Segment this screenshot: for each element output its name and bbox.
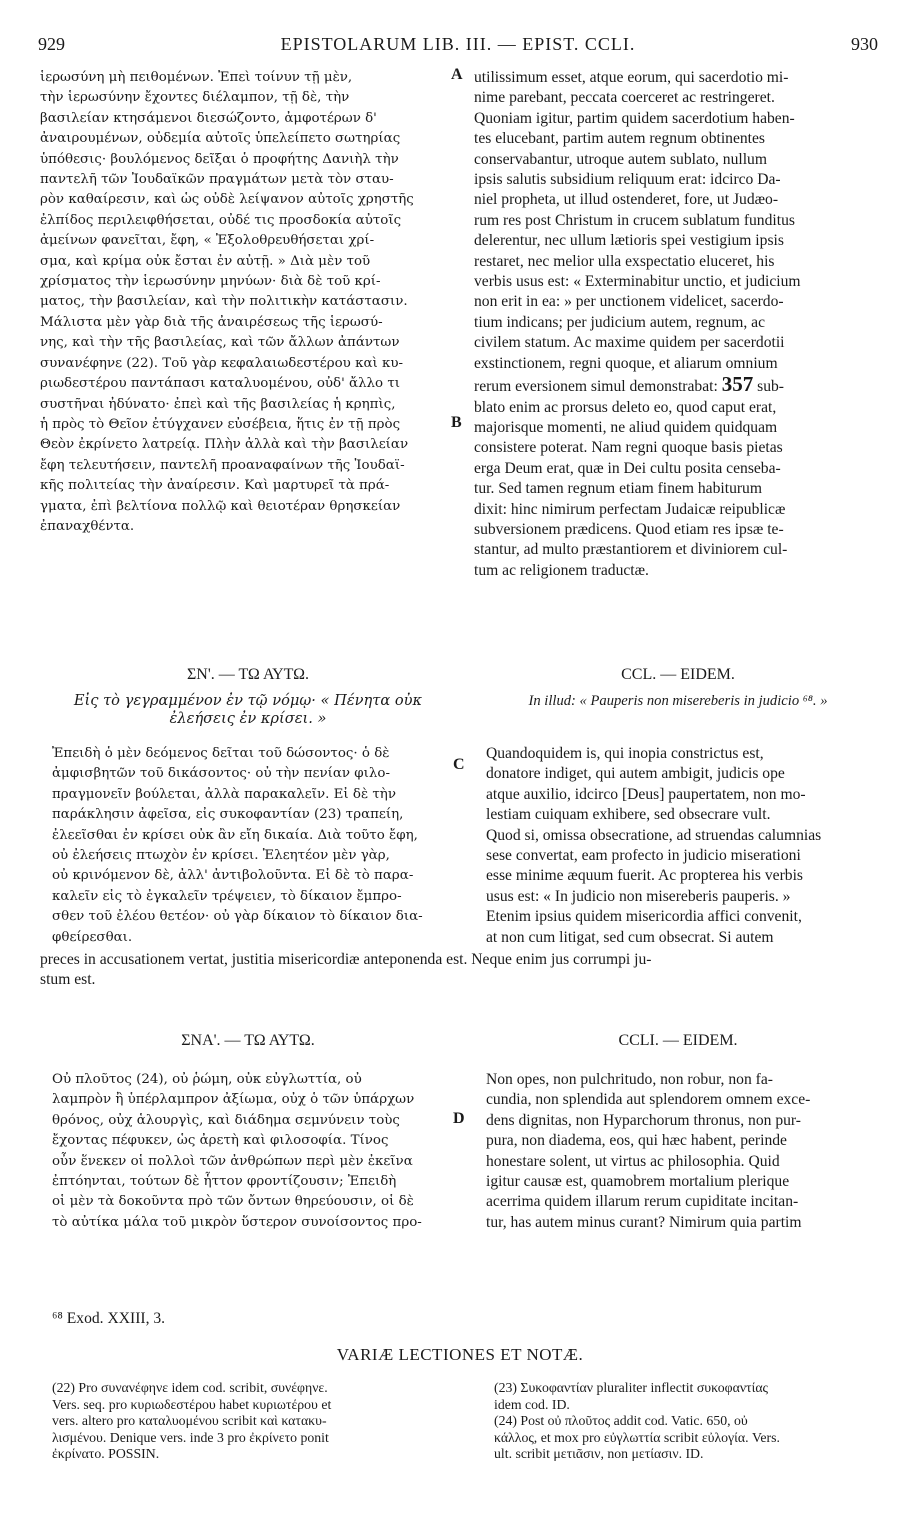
greek-text-line: ἔχοντας πέφυκεν, ὡς ἀρετὴ καὶ φιλοσοφία. Τίνος — [52, 1133, 389, 1149]
greek-text-line: ἱερωσύνη μὴ πειθομένων. Ἐπεὶ τοίνυν τῇ μὲν, — [40, 70, 353, 85]
margin-letter-a: A — [451, 66, 463, 83]
latin-text-line: consistere poterat. Nam regni quoque basis pietas — [474, 439, 783, 457]
greek-text-line: παράκλησιν ἀφεῖσα, εἰς συκοφαντίαν (23) τραπείη, — [52, 807, 404, 823]
greek-text-line: ἐλπίδος περιλειφθήσεται, οὐδέ τις προσδοκία αὐτοῖς — [40, 212, 402, 228]
latin-text-line: ipsis salutis subsidium reliquum erat: idcirco Da- — [474, 171, 781, 189]
margin-letter-c: C — [453, 756, 465, 773]
latin-text-fragment: sub- — [757, 378, 784, 396]
latin-text-line: tes elucebant, partim autem regnum obtinentes — [474, 130, 765, 148]
greek-text-line: οἱ μὲν τὰ δοκοῦντα πρὸ τῶν ὄντων θηρεύουσιν, οἱ δὲ — [52, 1194, 414, 1210]
latin-text-line: Quoniam igitur, partim quidem sacerdotium haben- — [474, 109, 795, 127]
greek-text-line: συστῆναι ἠδύνατο· ἐπεὶ καὶ τῆς βασιλείας ἡ κρηπὶς, — [40, 396, 396, 412]
greek-text-line: ὑπόθεσις· βουλόμενος δεῖξαι ὁ προφήτης Δανιὴλ τὴν — [40, 151, 399, 167]
latin-text-line: tium indicans; per judicium autem, regnum, ac — [474, 313, 766, 331]
greek-text-line: Οὐ πλοῦτος (24), οὐ ῥώμη, οὐκ εὐγλωττία, οὐ — [52, 1072, 362, 1087]
greek-text-line: ἀμφισβητῶν τοῦ δικάσοντος· οὐ τὴν πενίαν φιλο- — [52, 766, 390, 782]
note-line: λισμένου. Denique vers. inde 3 pro ἐκρίνετο ponit — [52, 1429, 329, 1445]
latin-text-line: sese convertat, eam profecto in judicio miserationi — [486, 847, 801, 865]
page-number-right: 930 — [851, 34, 878, 54]
greek-text-line: οὐ ἐλεήσεις πτωχὸν ἐν κρίσει. Ἐλεητέον μὲν γὰρ, — [52, 848, 390, 864]
latin-column-1 — [474, 68, 882, 581]
greek-text-line: ἐλεεῖσθαι ἐν κρίσει οὐκ ἂν εἴη δικαία. Διὰ τοῦτο ἔφη, — [52, 827, 418, 843]
latin-text-line: acerrima quidem illarum rerum cupiditate incitan- — [486, 1193, 799, 1211]
notes-left-column — [52, 1380, 462, 1463]
note-line: κάλλος, et mox pro εὐγλωττία scribit εὐλογία. Vers. — [494, 1429, 780, 1445]
note-line: ult. scribit μετιᾶσιν, non μετίασιν. ID. — [494, 1446, 704, 1462]
greek-text-line: χρίσματος τὴν ἱερωσύνην μηνύων· διὰ δὲ τοῦ κρί- — [40, 274, 381, 290]
latin-heading-251: CCLI. — EIDEM. — [618, 1032, 738, 1049]
note-line: vers. altero pro καταλυομένου scribit καὶ κατακυ- — [52, 1413, 327, 1429]
note-line: Vers. seq. pro κυριωδεστέρου habet κυριωτέρου et — [52, 1396, 332, 1412]
greek-text-line: σμα, καὶ κρίμα οὐκ ἔσται ἐν αὐτῇ. » Διὰ μὲν τοῦ — [40, 253, 371, 269]
latin-text-line: cundia, non splendida aut splendorem omnem exce- — [486, 1091, 811, 1109]
greek-heading-251: ΣΝΑ'. — ΤΩ ΑΥΤΩ. — [181, 1032, 315, 1049]
greek-column-1 — [40, 68, 456, 537]
latin-text-line: lestiam cuiquam exhibere, sed obsecrare vult. — [486, 806, 771, 824]
latin-text-line: Quandoquidem is, qui inopia constrictus est, — [486, 745, 764, 762]
greek-text-line: θρόνος, οὐχ ἁλουργὶς, καὶ διάδημα σεμνύνειν τοὺς — [52, 1112, 400, 1128]
latin-text-line: non erit in ea: » per unctionem videlicet, sacerdo- — [474, 293, 784, 311]
latin-subheading-250: In illud: « Pauperis non misereberis in judicio ⁶⁸. » — [528, 693, 828, 709]
latin-text-line: Quod si, omissa obsecratione, ad struendas calumnias — [486, 826, 822, 844]
greek-text-line: γματα, ἐπὶ βελτίονα πολλῷ καὶ θειοτέραν θρησκείαν — [40, 498, 401, 514]
greek-text-line: Μάλιστα μὲν γὰρ διὰ τῆς ἀναιρέσεως τῆς ἱερωσύ- — [40, 314, 383, 330]
greek-subheading-250: Εἰς τὸ γεγραμμένον ἐν τῷ νόμῳ· « Πένητα οὐκ ἐλεήσεις ἐν κρίσει. » — [73, 692, 423, 727]
greek-text-line: σθεν τοῦ ἐλέου θετέον· οὐ γὰρ δίκαιον τὸ δίκαιον δια- — [52, 909, 423, 925]
footnote-68: ⁶⁸ Exod. XXIII, 3. — [52, 1310, 166, 1327]
latin-text-line-with-column-number — [474, 374, 882, 397]
note-line: (22) Pro συνανέφηνε idem cod. scribit, συνέφηνε. — [52, 1380, 328, 1395]
latin-text-line: niel propheta, ut illud ostenderet, fore, ut Judæo- — [474, 191, 779, 209]
latin-text-line: exstinctionem, regni quoque, et aliarum omnium — [474, 354, 778, 372]
latin-heading-250: CCL. — EIDEM. — [621, 666, 735, 683]
greek-text-line: Θεὸν ἐκρίνετο λατρείᾳ. Πλὴν ἀλλὰ καὶ τὴν βασιλείαν — [40, 437, 409, 453]
latin-text-line: igitur causæ est, quamobrem mortalium plerique — [486, 1173, 790, 1191]
greek-heading-250: ΣΝ'. — ΤΩ ΑΥΤΩ. — [186, 666, 309, 683]
latin-text-line: subversionem prædicens. Quod etiam res ipsæ te- — [474, 520, 784, 538]
latin-text-line: verbis usus est: « Exterminabitur unctio, et judicium — [474, 273, 801, 291]
greek-text-line: φθείρεσθαι. — [52, 929, 133, 945]
greek-text-line: τὸ αὐτίκα μάλα τοῦ μικρὸν ὕστερον συνοίσοντος προ- — [52, 1214, 422, 1230]
latin-text-line: restaret, nec melior ulla exspectatio eluceret, his — [474, 252, 775, 270]
greek-text-line: ἀμείνων φανεῖται, ἔφη, « Ἐξολοθρευθήσεται χρί- — [40, 233, 375, 249]
latin-text-line: atque auxilio, idcirco [Deus] paupertatem, non mo- — [486, 785, 806, 803]
latin-text-fragment: rerum eversionem simul demonstrabat: — [474, 378, 718, 396]
greek-text-line: ἡ πρὸς τὸ Θεῖον ἐτύγχανεν εὐσέβεια, ἥτις ἐν τῇ πρὸς — [40, 416, 401, 432]
latin-text-line: Etenim ipsius quidem misericordia affici convenit, — [486, 908, 802, 926]
greek-text-line: οὖν ἕνεκεν οἱ πολλοὶ τῶν ἀνθρώπων περὶ μὲν ἐκεῖνα — [52, 1153, 413, 1169]
greek-text-line: πραγμονεῖν βούλεται, ἀλλὰ παρακαλεῖν. Εἰ δὲ τὴν — [52, 786, 396, 802]
latin-text-line: Non opes, non pulchritudo, non robur, non fa- — [486, 1071, 773, 1088]
latin-text-line: tur, has autem minus curant? Nimirum quia partim — [486, 1213, 802, 1231]
latin-text-line: majorisque momenti, ne aliud quidem quidquam — [474, 418, 778, 436]
running-title: EPISTOLARUM LIB. III. — EPIST. CCLI. — [280, 34, 636, 54]
note-line: (23) Συκοφαντίαν pluraliter inflectit συκοφαντίας — [494, 1380, 769, 1395]
greek-text-line: ριωδεστέρου παντάπασι καταλυομένου, οὐδ' ἄλλο τι — [40, 376, 401, 392]
note-line: ἐκρίνατο. POSSIN. — [52, 1446, 160, 1462]
greek-text-line: ἀναιρουμένων, οὐδεμία αὐτοῖς ὑπελείπετο σωτηρίας — [40, 131, 401, 147]
running-header — [38, 34, 878, 58]
greek-text-line: κῆς πολιτείας τὴν ἀναίρεσιν. Καὶ μαρτυρεῖ τὰ πρά- — [40, 478, 390, 494]
latin-text-line: civilem statum. Ac maxime quidem per sacerdotii — [474, 334, 785, 352]
latin-text-line: pura, non diadema, eos, qui hæc habent, perinde — [486, 1132, 787, 1150]
latin-full-width — [40, 950, 882, 991]
latin-text-line: blato enim ac prorsus deleto eo, quod caput erat, — [474, 398, 777, 416]
latin-text-line: usus est: « In judicio non misereberis pauperis. » — [486, 887, 791, 905]
latin-text-line: conservabantur, utroque autem sublato, nullum — [474, 150, 767, 168]
latin-text-line: donatore indiget, qui autem ambigit, judicis ope — [486, 765, 785, 783]
latin-text-line: esse minime æquum fuerit. Ac propterea his verbis — [486, 867, 803, 885]
latin-text-line: honestare solent, ut virtus ac philosophia. Quid — [486, 1152, 780, 1170]
latin-text-line: utilissimum esset, atque eorum, qui sacerdotio mi- — [474, 69, 789, 86]
latin-text-line: preces in accusationem vertat, justitia misericordiæ anteponenda est. Neque enim jus corrumpi ju- — [40, 951, 652, 968]
greek-text-line: ρὸν καθαίρεσιν, καὶ ὡς οὐδὲ λείψανον αὐτοῖς χρηστῆς — [40, 192, 414, 208]
greek-text-line: συνανέφηνε (22). Τοῦ γὰρ κεφαλαιωδεστέρου καὶ κυ- — [40, 355, 404, 371]
latin-text-line: rum res post Christum in crucem sublatum funditus — [474, 211, 795, 229]
greek-text-line: ἐπτόηνται, τούτων δὲ ἧττον φροντίζουσιν; Ἐπειδὴ — [52, 1174, 397, 1190]
latin-text-line: at non cum litigat, sed cum obsecrat. Si autem — [486, 928, 774, 946]
page-number-left: 929 — [38, 34, 65, 54]
latin-text-line: nime parebant, peccata coerceret ac restringeret. — [474, 89, 775, 107]
latin-text-line: stantur, ad multo præstantiorem et diviniorem cul- — [474, 541, 788, 559]
greek-text-line: καλεῖν εἰς τὸ ἐγκαλεῖν τρέψειεν, τὸ δίκαιον ἔμπρο- — [52, 888, 402, 904]
latin-text-line: delerentur, nec ullum lætioris spei vestigium ipsis — [474, 232, 784, 250]
latin-text-line: dixit: hinc nimirum perfectam Judaicæ reipublicæ — [474, 500, 786, 518]
greek-column-2 — [52, 744, 456, 948]
note-line: idem cod. ID. — [494, 1396, 570, 1412]
variae-lectiones-heading: VARIÆ LECTIONES ET NOTÆ. — [336, 1345, 584, 1364]
margin-letter-d: D — [453, 1110, 465, 1127]
notes-right-column — [494, 1380, 894, 1463]
greek-text-line: τὴν ἱερωσύνην ἔχοντες διέλαμπον, τῇ δὲ, τὴν — [40, 90, 350, 106]
greek-text-line: βασιλείαν κτησάμενοι διεσώζοντο, ἀμφοτέρων δ' — [40, 110, 377, 126]
greek-text-line: λαμπρὸν ἢ ὑπέρλαμπρον ἀξίωμα, οὐχ ὁ τῶν ὑπάρχων — [52, 1092, 415, 1108]
margin-letter-b: B — [451, 414, 462, 431]
greek-text-line: ἐπαναχθέντα. — [40, 518, 135, 534]
greek-column-3 — [52, 1070, 456, 1233]
greek-text-line: Ἐπειδὴ ὁ μὲν δεόμενος δεῖται τοῦ δώσοντος· ὁ δὲ — [52, 746, 390, 761]
greek-text-line: οὐ κρινόμενον δὲ, ἀλλ' ἀντιβολοῦντα. Εἰ δὲ τὸ παρα- — [52, 868, 414, 884]
latin-text-line: dens dignitas, non Hyparchorum thronus, non pur- — [486, 1111, 801, 1129]
column-number: 357 — [721, 372, 754, 397]
latin-text-line: tum ac religionem traductæ. — [474, 561, 649, 579]
latin-column-3 — [486, 1070, 882, 1233]
latin-text-line: stum est. — [40, 971, 96, 989]
latin-text-line: tur. Sed tamen regnum etiam finem habiturum — [474, 480, 762, 498]
greek-text-line: παντελῆ τῶν Ἰουδαϊκῶν πραγμάτων μετὰ τὸν σταυ- — [40, 172, 394, 188]
greek-text-line: ἔφη τελευτήσειν, παντελῆ προαναφαίνων τῆς Ἰουδαϊ- — [40, 457, 405, 473]
note-line: (24) Post οὐ πλοῦτος addit cod. Vatic. 650, οὐ — [494, 1413, 748, 1429]
greek-text-line: ματος, τὴν βασιλείαν, καὶ τὴν πολιτικὴν κατάστασιν. — [40, 294, 408, 310]
latin-column-2 — [486, 744, 882, 948]
greek-text-line: νης, καὶ τὴν τῆς βασιλείας, καὶ τῶν ἄλλων ἀπάντων — [40, 335, 400, 351]
latin-text-line: erga Deum erat, quæ in Dei cultu posita censeba- — [474, 459, 781, 477]
